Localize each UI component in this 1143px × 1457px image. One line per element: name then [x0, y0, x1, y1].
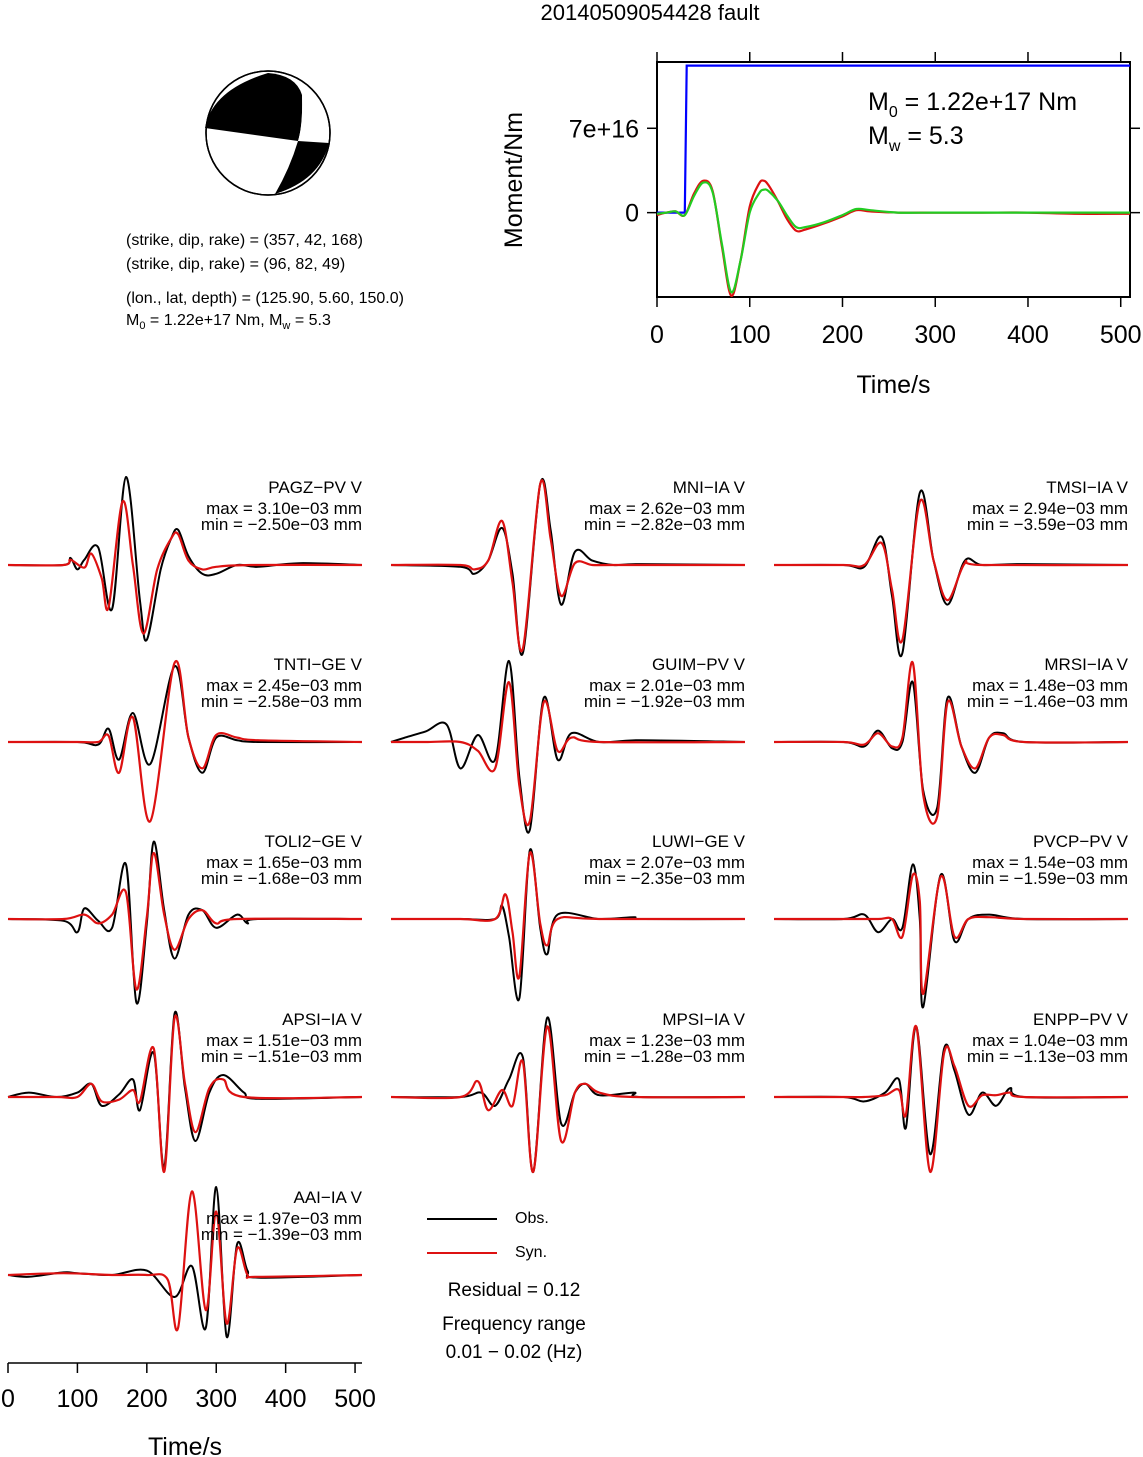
station-name: MRSI−IA V — [1044, 655, 1128, 674]
station-panel — [774, 478, 1129, 656]
x-tick-label: 300 — [914, 321, 957, 349]
station-panel — [391, 478, 746, 655]
station-name: LUWI−GE V — [651, 832, 745, 851]
legend-syn-label: Syn. — [515, 1244, 548, 1261]
station-panel — [8, 655, 363, 822]
station-min: min = −1.68e−03 mm — [200, 869, 362, 888]
residual-label: Residual = 0.12 — [447, 1280, 581, 1301]
station-max: max = 2.62e−03 mm — [589, 499, 745, 518]
station-max: max = 1.48e−03 mm — [972, 676, 1128, 695]
station-panel — [391, 832, 746, 1000]
station-min: min = −1.59e−03 mm — [966, 869, 1128, 888]
station-min: min = −1.51e−03 mm — [200, 1047, 362, 1066]
station-max: max = 2.45e−03 mm — [206, 676, 362, 695]
time-axis-label: Time/s — [147, 1433, 223, 1457]
station-panel — [774, 655, 1129, 824]
station-panel — [774, 1010, 1129, 1172]
station-min: min = −1.13e−03 mm — [966, 1047, 1128, 1066]
frequency-range-title: Frequency range — [442, 1314, 586, 1335]
station-panel — [391, 655, 746, 833]
station-panel — [774, 832, 1129, 1008]
station-min: min = −1.28e−03 mm — [583, 1047, 745, 1066]
station-min: min = −3.59e−03 mm — [966, 515, 1128, 534]
waveform-grid — [8, 477, 1129, 1337]
station-panel — [8, 1187, 363, 1337]
seismic-moment-annotation: $M_0 = 1.22e+17$ Nm — [868, 88, 1078, 121]
station-max: max = 1.04e−03 mm — [972, 1031, 1128, 1050]
legend-obs-label: Obs. — [515, 1210, 549, 1227]
station-name: MPSI−IA V — [662, 1010, 745, 1029]
station-min: min = −2.82e−03 mm — [583, 515, 745, 534]
station-max: max = 2.01e−03 mm — [589, 676, 745, 695]
station-min: min = −2.50e−03 mm — [200, 515, 362, 534]
moment-magnitude-annotation: $M_w = 5.3$ — [868, 122, 964, 155]
station-panel — [8, 477, 363, 641]
station-max: max = 1.54e−03 mm — [972, 853, 1128, 872]
station-min: min = −2.35e−03 mm — [583, 869, 745, 888]
station-min: min = −1.39e−03 mm — [200, 1225, 362, 1244]
time-tick-label: 400 — [264, 1385, 307, 1413]
station-name: ENPP−PV V — [1033, 1010, 1128, 1029]
x-tick-label: 0 — [650, 321, 664, 349]
station-name: TNTI−GE V — [273, 655, 362, 674]
moment-rate-chart — [500, 52, 1142, 399]
figure-title: 20140509054428 fault — [540, 0, 760, 25]
time-tick-label: 300 — [195, 1385, 238, 1413]
station-max: max = 1.65e−03 mm — [206, 853, 362, 872]
station-name: TOLI2−GE V — [264, 832, 362, 851]
beachball — [205, 71, 330, 195]
station-name: AAI−IA V — [293, 1188, 362, 1207]
waveform-time-axis — [1, 1363, 376, 1457]
station-min: min = −1.92e−03 mm — [583, 692, 745, 711]
series-green-line — [657, 182, 1130, 292]
time-tick-label: 100 — [56, 1385, 99, 1413]
x-tick-label: 500 — [1099, 321, 1142, 349]
station-name: MNI−IA V — [672, 478, 745, 497]
station-panel — [8, 1010, 363, 1172]
station-name: PAGZ−PV V — [268, 478, 362, 497]
frequency-range-value: 0.01 − 0.02 (Hz) — [445, 1342, 583, 1363]
station-min: min = −2.58e−03 mm — [200, 692, 362, 711]
station-name: APSI−IA V — [282, 1010, 362, 1029]
time-tick-label: 500 — [334, 1385, 376, 1413]
synthetic-trace — [774, 874, 1128, 994]
station-max: max = 1.97e−03 mm — [206, 1209, 362, 1228]
station-name: TMSI−IA V — [1046, 478, 1128, 497]
station-max: max = 3.10e−03 mm — [206, 499, 362, 518]
moment-magnitude-line: $M_0 = 1.22e+17$ Nm, $M_w = 5.3$ — [126, 312, 331, 333]
y-axis-label: Moment/Nm — [500, 111, 528, 249]
x-axis-label: Time/s — [856, 371, 931, 399]
time-tick-label: 200 — [125, 1385, 168, 1413]
nodal-plane-2: (strike, dip, rake) = (96, 82, 49) — [126, 256, 346, 273]
station-max: max = 1.23e−03 mm — [589, 1031, 745, 1050]
station-panel — [391, 1010, 746, 1172]
y-tick-label: 7e+16 — [568, 115, 639, 144]
y-tick-label: 0 — [625, 199, 639, 228]
station-name: PVCP−PV V — [1033, 832, 1128, 851]
nodal-plane-1: (strike, dip, rake) = (357, 42, 168) — [126, 232, 363, 249]
station-max: max = 1.51e−03 mm — [206, 1031, 362, 1050]
x-tick-label: 100 — [728, 321, 771, 349]
station-panel — [8, 832, 363, 1004]
x-tick-label: 400 — [1007, 321, 1049, 349]
time-tick-label: 0 — [1, 1385, 15, 1413]
station-name: GUIM−PV V — [651, 655, 745, 674]
station-max: max = 2.94e−03 mm — [972, 499, 1128, 518]
legend-lines — [427, 1219, 497, 1253]
x-tick-label: 200 — [821, 321, 864, 349]
location-depth: (lon., lat, depth) = (125.90, 5.60, 150.0) — [126, 290, 404, 307]
station-min: min = −1.46e−03 mm — [966, 692, 1128, 711]
station-max: max = 2.07e−03 mm — [589, 853, 745, 872]
